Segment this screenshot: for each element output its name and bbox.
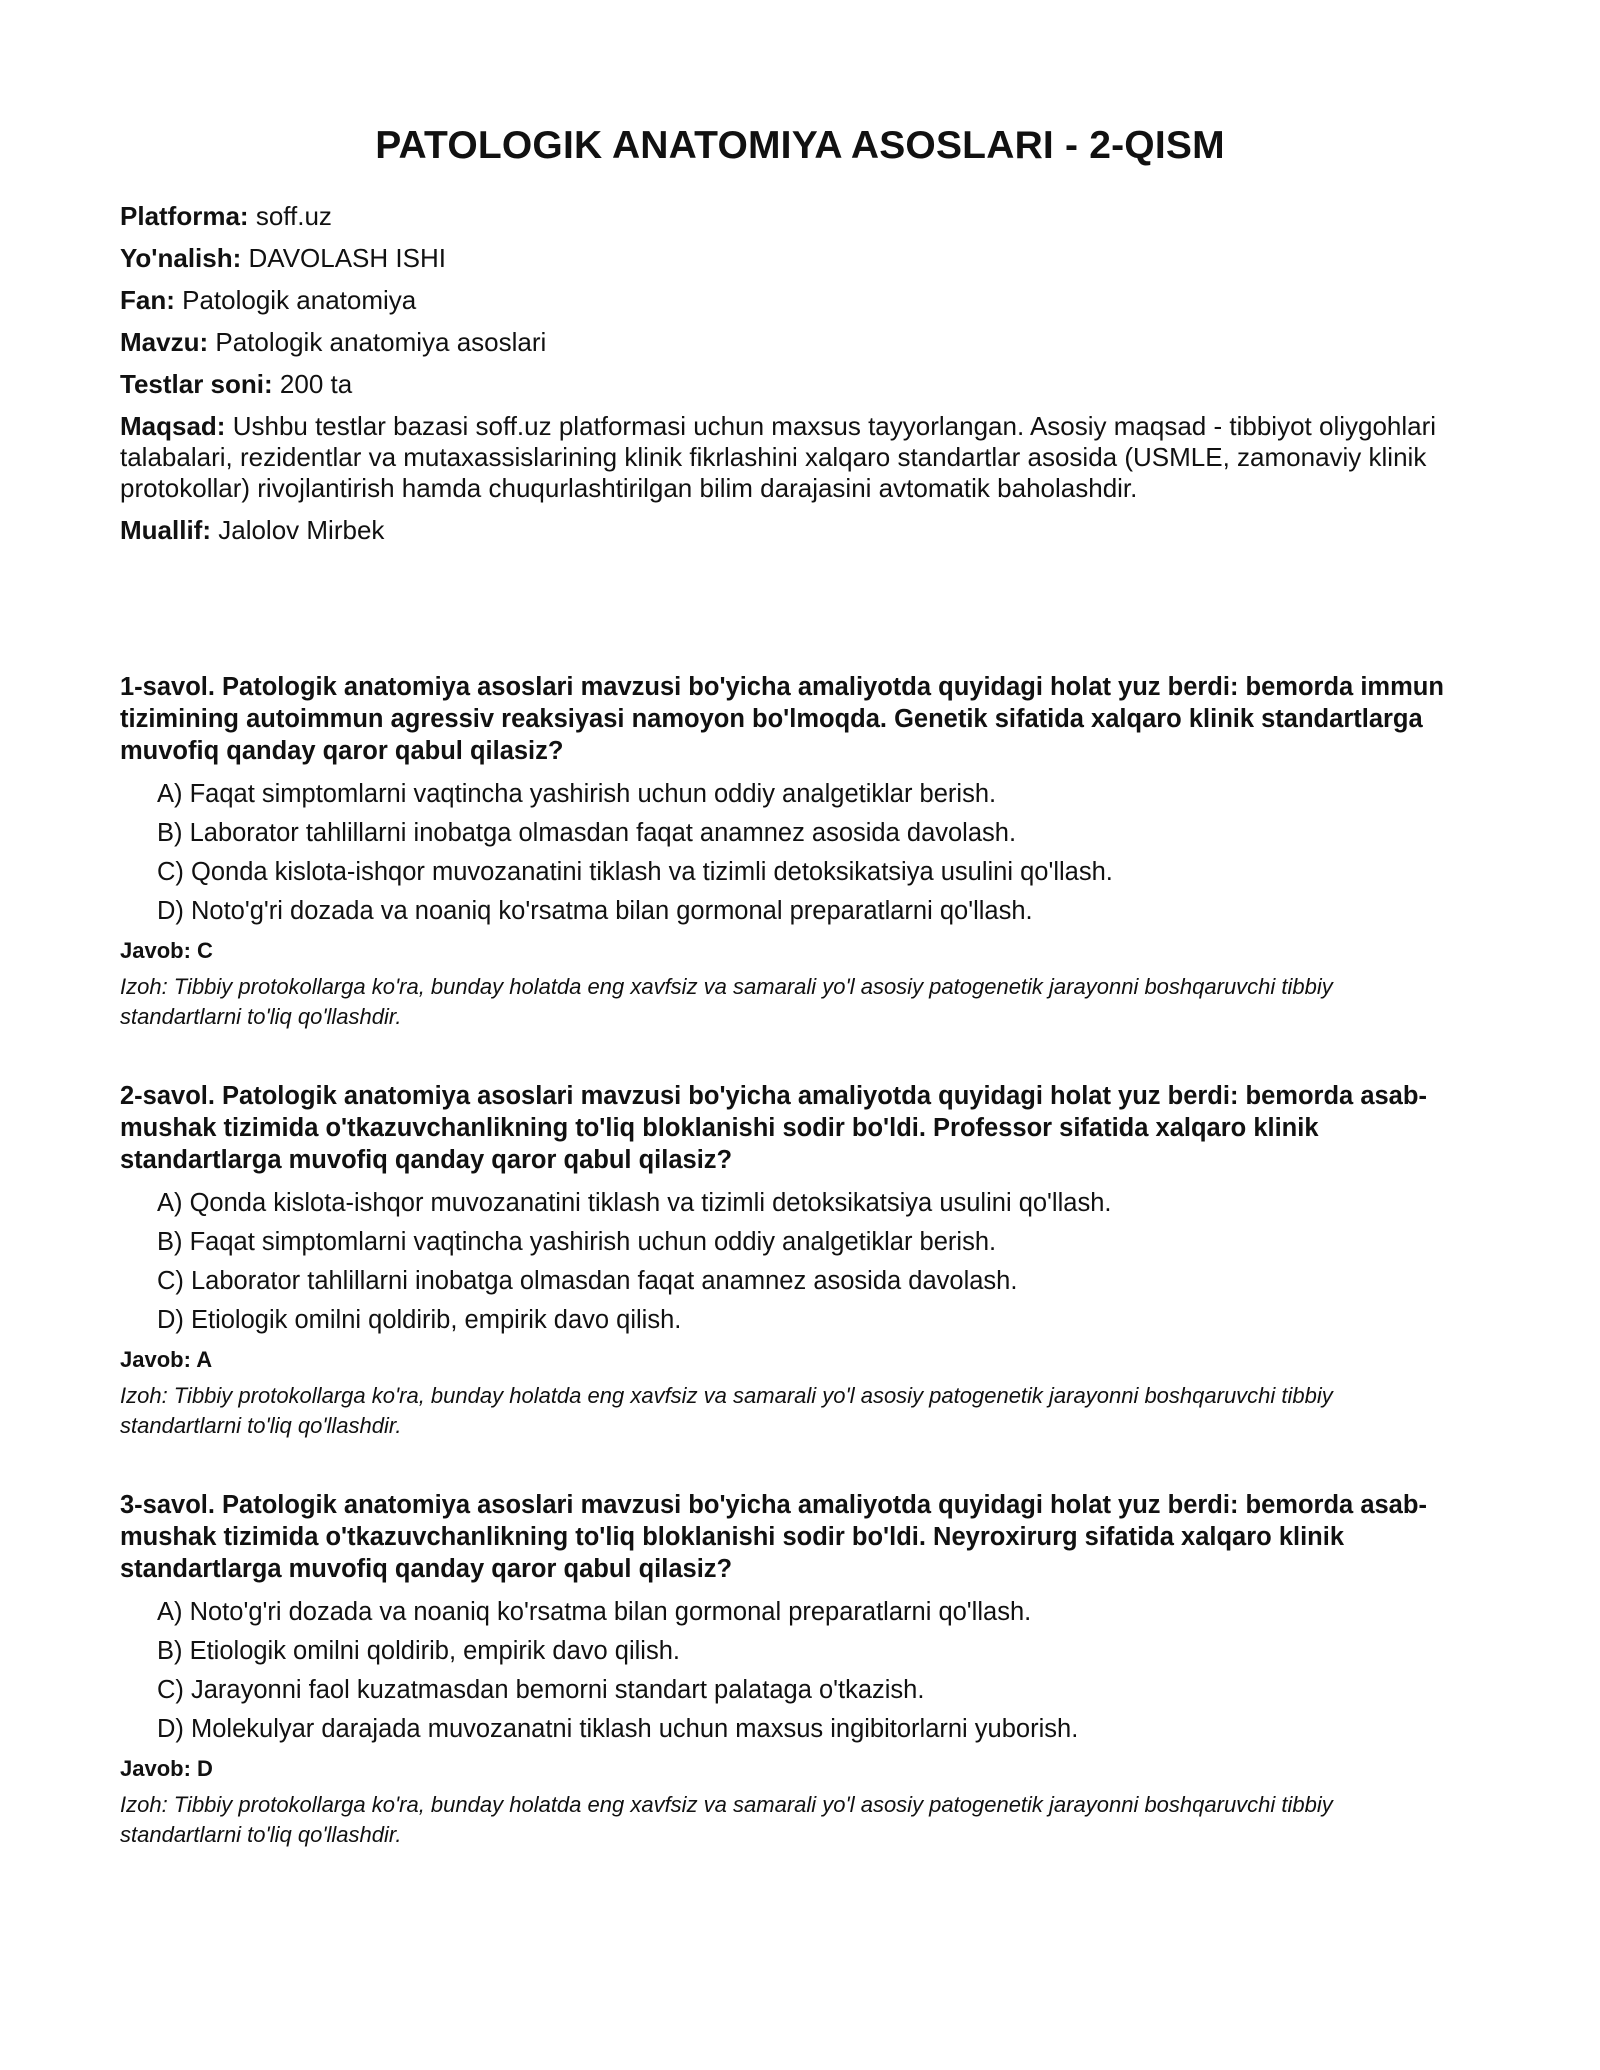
answer-label: Javob: A (120, 1347, 213, 1372)
option-b: B) Faqat simptomlarni vaqtincha yashirish uchun oddiy analgetiklar berish. (157, 1228, 997, 1256)
question-1 (120, 671, 1460, 1080)
meta-subject-value: Patologik anatomiya (182, 285, 417, 315)
meta-platform-value: soff.uz (255, 201, 332, 231)
option-list (120, 1187, 1460, 1336)
option-b: B) Laborator tahlillarni inobatga olmasdan faqat anamnez asosida davolash. (157, 819, 1017, 847)
meta-author-value: Jalolov Mirbek (218, 515, 385, 545)
option-c: C) Jarayonni faol kuzatmasdan bemorni standart palataga o'tkazish. (157, 1676, 925, 1704)
meta-subject-label: Fan: (120, 285, 175, 315)
option-b: B) Etiologik omilni qoldirib, empirik davo qilish. (157, 1637, 680, 1665)
meta-subject (120, 285, 1460, 316)
question-text: 2-savol. Patologik anatomiya asoslari mavzusi bo'yicha amaliyotda quyidagi holat yuz berdi: bemorda asab-mushak tizimida o'tkazuvchanlikning to'liq bloklanishi sodir bo'ldi. Professor sifatida xalqaro klinik standartlarga muvofiq qanday qaror qabul qilasiz? (120, 1082, 1427, 1174)
meta-test-count-label: Testlar soni: (120, 369, 273, 399)
option-list (120, 778, 1460, 927)
option-c: C) Qonda kislota-ishqor muvozanatini tiklash va tizimli detoksikatsiya usulini qo'llash. (157, 858, 1113, 886)
meta-purpose (120, 411, 1460, 504)
answer-label: Javob: C (120, 938, 213, 963)
meta-topic (120, 327, 1460, 358)
explanation-text: Izoh: Tibbiy protokollarga ko'ra, bunday holatda eng xavfsiz va samarali yo'l asosiy patogenetik jarayonni boshqaruvchi tibbiy standartlarni to'liq qo'llashdir. (120, 1792, 1333, 1847)
question-text: 1-savol. Patologik anatomiya asoslari mavzusi bo'yicha amaliyotda quyidagi holat yuz berdi: bemorda immun tizimining autoimmun agressiv reaksiyasi namoyon bo'lmoqda. Genetik sifatida xalqaro klinik standartlarga muvofiq qanday qaror qabul qilasiz? (120, 673, 1444, 765)
option-d: D) Molekulyar darajada muvozanatni tiklash uchun maxsus ingibitorlarni yuborish. (157, 1715, 1079, 1743)
meta-direction (120, 243, 1460, 274)
meta-purpose-value: Ushbu testlar bazasi soff.uz platformasi uchun maxsus tayyorlangan. Asosiy maqsad - tibbiyot oliygohlari talabalari, rezidentlar va mutaxassislarining klinik fikrlashini xalqaro standartlar asosida (USMLE, zamonaviy klinik protokollar) rivojlantirish hamda chuqurlashtirilgan bilim darajasini avtomatik baholashdir. (120, 411, 1437, 503)
meta-topic-label: Mavzu: (120, 327, 209, 357)
metadata-block (120, 201, 1460, 557)
meta-direction-label: Yo'nalish: (120, 243, 242, 273)
explanation-text: Izoh: Tibbiy protokollarga ko'ra, bunday holatda eng xavfsiz va samarali yo'l asosiy patogenetik jarayonni boshqaruvchi tibbiy standartlarni to'liq qo'llashdir. (120, 1383, 1333, 1438)
meta-test-count-value: 200 ta (279, 369, 353, 399)
option-d: D) Noto'g'ri dozada va noaniq ko'rsatma bilan gormonal preparatlarni qo'llash. (157, 897, 1033, 925)
answer-label: Javob: D (120, 1756, 213, 1781)
meta-direction-value: DAVOLASH ISHI (248, 243, 446, 273)
explanation-text: Izoh: Tibbiy protokollarga ko'ra, bunday holatda eng xavfsiz va samarali yo'l asosiy patogenetik jarayonni boshqaruvchi tibbiy standartlarni to'liq qo'llashdir. (120, 974, 1333, 1029)
option-c: C) Laborator tahlillarni inobatga olmasdan faqat anamnez asosida davolash. (157, 1267, 1018, 1295)
meta-platform-label: Platforma: (120, 201, 249, 231)
meta-author (120, 515, 1460, 546)
option-a: A) Qonda kislota-ishqor muvozanatini tiklash va tizimli detoksikatsiya usulini qo'llash. (157, 1189, 1112, 1217)
question-2 (120, 1080, 1460, 1489)
option-a: A) Noto'g'ri dozada va noaniq ko'rsatma bilan gormonal preparatlarni qo'llash. (157, 1598, 1032, 1626)
option-a: A) Faqat simptomlarni vaqtincha yashirish uchun oddiy analgetiklar berish. (157, 780, 997, 808)
question-list (120, 671, 1460, 1898)
option-list (120, 1596, 1460, 1745)
question-3 (120, 1489, 1460, 1898)
meta-platform (120, 201, 1460, 232)
document-title: PATOLOGIK ANATOMIYA ASOSLARI - 2-QISM (375, 124, 1225, 167)
meta-test-count (120, 369, 1460, 400)
meta-author-label: Muallif: (120, 515, 211, 545)
meta-topic-value: Patologik anatomiya asoslari (215, 327, 547, 357)
option-d: D) Etiologik omilni qoldirib, empirik davo qilish. (157, 1306, 682, 1334)
meta-purpose-label: Maqsad: (120, 411, 226, 441)
question-text: 3-savol. Patologik anatomiya asoslari mavzusi bo'yicha amaliyotda quyidagi holat yuz berdi: bemorda asab-mushak tizimida o'tkazuvchanlikning to'liq bloklanishi sodir bo'ldi. Neyroxirurg sifatida xalqaro klinik standartlarga muvofiq qanday qaror qabul qilasiz? (120, 1491, 1427, 1583)
